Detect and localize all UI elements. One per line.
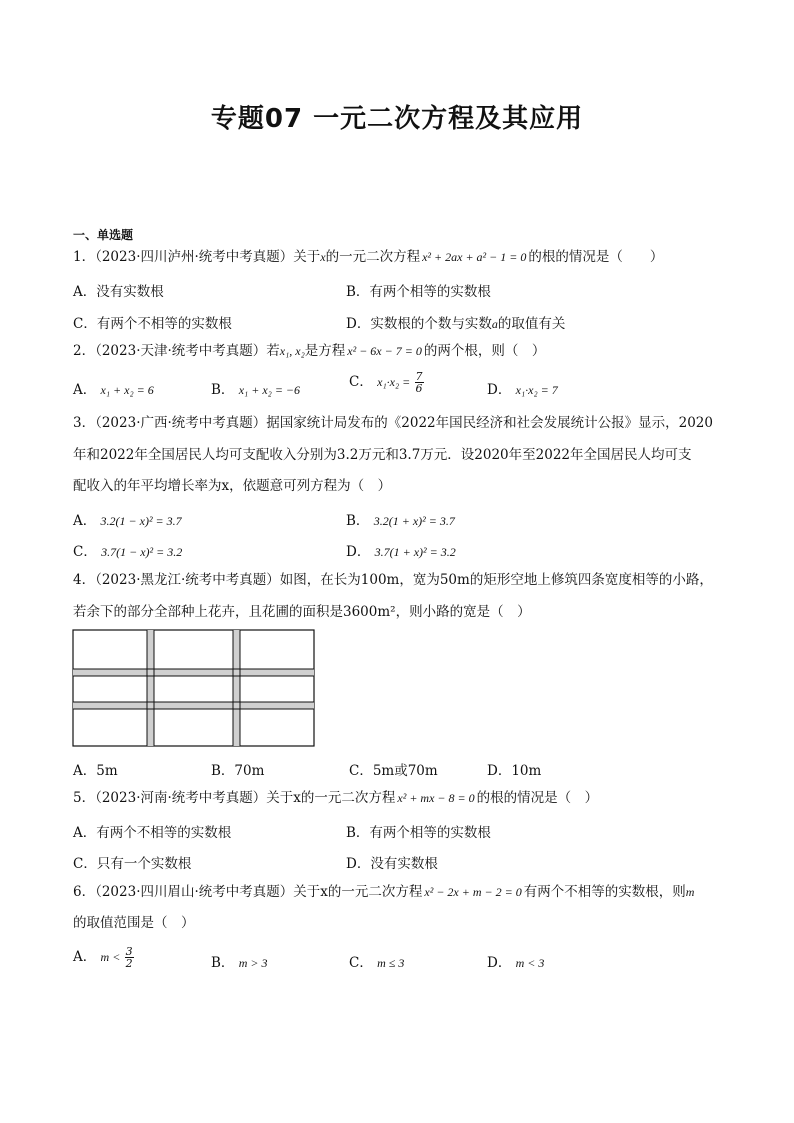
flower-bed xyxy=(241,631,313,668)
path-crossing xyxy=(234,703,240,709)
q1-option-d-var: a xyxy=(491,317,498,331)
q2-option-c xyxy=(349,370,424,394)
q2-option-d-label: D． xyxy=(487,382,512,398)
q3-option-c xyxy=(73,540,182,560)
q2-option-a-label: A． xyxy=(73,382,97,398)
q3-option-b-math: 3.2(1 + x)² = 3.7 xyxy=(373,514,455,528)
flower-bed xyxy=(241,710,313,745)
path-crossing xyxy=(148,670,154,676)
q2-option-b xyxy=(211,378,300,398)
q2-option-c-lhs: x₁·x₂ = xyxy=(377,375,411,389)
q6-equation: x² − 2x + m − 2 = 0 xyxy=(424,885,522,899)
q1-stem-text-b: 的一元二次方程 xyxy=(325,249,421,265)
q5-option-a: A．有两个不相等的实数根 xyxy=(73,825,232,841)
q5-equation: x² + mx − 8 = 0 xyxy=(397,791,475,805)
q4-option-c: C．5m或70m xyxy=(349,763,438,779)
q1-option-a: A．没有实数根 xyxy=(73,284,164,300)
section-heading: 一、单选题 xyxy=(73,228,134,242)
q1-stem xyxy=(73,248,663,266)
flower-bed xyxy=(74,631,146,668)
q6-option-c-label: C． xyxy=(349,955,373,971)
q4-line-1: 4．（2023·黑龙江·统考中考真题）如图，在长为100m，宽为50m的矩形空地上修筑四条宽度相等的小路， xyxy=(73,572,713,588)
q4-option-b: B．70m xyxy=(211,763,265,779)
q1-option-b: B．有两个相等的实数根 xyxy=(346,284,491,300)
flower-bed xyxy=(74,677,146,701)
q6-option-d xyxy=(487,951,544,971)
q1-stem-text-a: 1．（2023·四川泸州·统考中考真题）关于 xyxy=(73,249,321,265)
q2-stem xyxy=(73,342,545,360)
q5-stem xyxy=(73,789,598,807)
q4-line-2: 若余下的部分全部种上花卉，且花圃的面积是3600m²，则小路的宽是（ ） xyxy=(73,604,531,620)
flower-bed xyxy=(155,631,232,668)
q3-option-b xyxy=(346,509,455,529)
q6-stem-line-1 xyxy=(73,883,694,901)
horizontal-path-1 xyxy=(73,669,314,676)
q3-option-c-label: C． xyxy=(73,544,97,560)
q3-option-d-math: 3.7(1 + x)² = 3.2 xyxy=(374,545,456,559)
q3-option-d-label: D． xyxy=(346,544,371,560)
q3-option-c-math: 3.7(1 − x)² = 3.2 xyxy=(101,545,183,559)
q3-option-a xyxy=(73,509,182,529)
q6-option-a-fraction xyxy=(125,946,134,969)
q2-option-c-numerator: 7 xyxy=(415,370,423,383)
q6-option-c xyxy=(349,951,404,971)
q3-line-3: 配收入的年平均增长率为x，依题意可列方程为（ ） xyxy=(73,478,392,494)
q5-option-c: C．只有一个实数根 xyxy=(73,856,192,872)
q2-option-d-math: x₁·x₂ = 7 xyxy=(515,383,558,397)
q1-option-d-text-b: 的取值有关 xyxy=(497,316,566,332)
q1-stem-text-c: 的根的情况是（ ） xyxy=(528,249,664,265)
q2-stem-text-b: 是方程 xyxy=(304,343,346,359)
q2-option-d xyxy=(487,378,558,398)
q2-option-c-denominator: 6 xyxy=(415,382,423,395)
q1-option-c: C．有两个不相等的实数根 xyxy=(73,316,232,332)
q6-option-b-math: m > 3 xyxy=(238,956,268,970)
q5-stem-text-c: 的根的情况是（ ） xyxy=(476,790,599,806)
q2-stem-text-a: 2．（2023·天津·统考中考真题）若 xyxy=(73,343,280,359)
horizontal-path-2 xyxy=(73,702,314,709)
q3-option-d xyxy=(346,540,456,560)
q6-option-d-math: m < 3 xyxy=(515,956,545,970)
q2-option-c-fraction xyxy=(415,371,424,394)
q2-option-b-label: B． xyxy=(211,382,235,398)
path-crossing xyxy=(234,670,240,676)
flower-bed xyxy=(155,677,232,701)
q2-option-a-math: x₁ + x₂ = 6 xyxy=(100,383,154,397)
q6-option-b xyxy=(211,951,267,971)
flower-bed xyxy=(241,677,313,701)
q2-vars: x₁, x₂ xyxy=(279,344,305,358)
flower-bed xyxy=(74,710,146,745)
q6-option-b-label: B． xyxy=(211,955,235,971)
q6-option-d-label: D． xyxy=(487,955,512,971)
q5-stem-text-a: 5．（2023·河南·统考中考真题）关于x的一元二次方程 xyxy=(73,790,396,806)
q1-option-d xyxy=(346,312,565,332)
q6-stem-text-a: 6．（2023·四川眉山·统考中考真题）关于x的一元二次方程 xyxy=(73,884,423,900)
q2-stem-text-c: 的两个根，则（ ） xyxy=(423,343,546,359)
q2-option-c-label: C． xyxy=(349,374,373,390)
q6-option-a-lhs: m < xyxy=(100,950,121,964)
page-title: 专题07 一元二次方程及其应用 xyxy=(210,104,584,134)
q6-stem-text-c: 有两个不相等的实数根，则 xyxy=(523,884,686,900)
garden-path-figure xyxy=(72,629,316,747)
vertical-path-2 xyxy=(233,630,240,746)
q3-line-2: 年和2022年全国居民人均可支配收入分别为3.2万元和3.7万元．设2020年至2022年全国居民人均可支 xyxy=(73,447,692,463)
q2-option-a xyxy=(73,378,154,398)
q6-var-m: m xyxy=(685,885,695,899)
flower-bed xyxy=(155,710,232,745)
q1-var-x: x xyxy=(320,250,326,264)
q3-option-a-math: 3.2(1 − x)² = 3.7 xyxy=(100,514,182,528)
q5-option-b: B．有两个相等的实数根 xyxy=(346,825,491,841)
q6-option-a-numerator: 3 xyxy=(125,945,133,958)
q3-line-1: 3．（2023·广西·统考中考真题）据国家统计局发布的《2022年国民经济和社会发展统计公报》显示，2020 xyxy=(73,415,713,431)
vertical-path-1 xyxy=(147,630,154,746)
q2-option-b-math: x₁ + x₂ = −6 xyxy=(238,383,301,397)
q6-stem-line-2: 的取值范围是（ ） xyxy=(73,915,195,931)
q5-option-d: D．没有实数根 xyxy=(346,856,438,872)
q1-option-d-text-a: D．实数根的个数与实数 xyxy=(346,316,492,332)
path-crossing xyxy=(148,703,154,709)
q3-option-b-label: B． xyxy=(346,513,370,529)
q6-option-a xyxy=(73,945,134,969)
q6-option-c-math: m ≤ 3 xyxy=(377,956,405,970)
q3-option-a-label: A． xyxy=(73,513,97,529)
q4-option-a: A．5m xyxy=(73,763,118,779)
q2-equation: x² − 6x − 7 = 0 xyxy=(347,344,422,358)
q6-option-a-denominator: 2 xyxy=(125,957,133,970)
q6-option-a-label: A． xyxy=(73,949,97,965)
q4-option-d: D．10m xyxy=(487,763,542,779)
q1-equation: x² + 2ax + a² − 1 = 0 xyxy=(422,250,527,264)
